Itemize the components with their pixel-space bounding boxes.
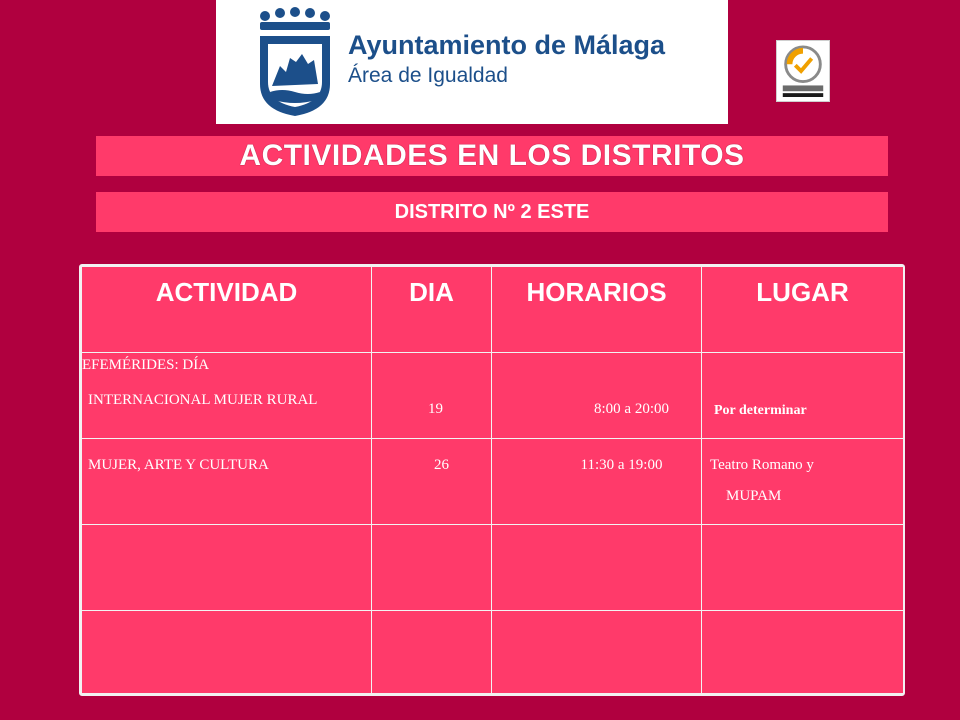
lugar-line: Teatro Romano y — [710, 457, 814, 473]
actividad-line: EFEMÉRIDES: DÍA — [82, 357, 210, 373]
org-name: Ayuntamiento de Málaga — [348, 30, 666, 60]
cell-horario: 8:00 a 20:00 — [492, 353, 702, 439]
sgs-certification-badge-icon — [776, 40, 830, 102]
district-bar — [96, 192, 888, 232]
cell-dia: 26 — [372, 439, 492, 525]
activities-table — [79, 264, 905, 696]
table-row-empty — [82, 611, 904, 694]
column-header-horarios: HORARIOS — [492, 267, 702, 353]
cell-dia: 19 — [372, 353, 492, 439]
district-title: DISTRITO Nº 2 ESTE — [394, 200, 590, 223]
logo-panel — [216, 0, 728, 124]
department-name: Área de Igualdad — [348, 64, 508, 87]
table-header-row — [82, 267, 904, 353]
cell-empty — [702, 525, 904, 611]
cell-empty — [372, 611, 492, 694]
actividad-line: INTERNACIONAL MUJER RURAL — [88, 392, 318, 408]
table-row — [82, 439, 904, 525]
cell-empty — [492, 611, 702, 694]
title-bar — [96, 136, 888, 176]
cell-lugar: Por determinar — [702, 353, 904, 439]
cell-horario: 11:30 a 19:00 — [492, 439, 702, 525]
cell-actividad: MUJER, ARTE Y CULTURA — [82, 439, 372, 525]
page-title: ACTIVIDADES EN LOS DISTRITOS — [239, 139, 745, 172]
table-row — [82, 353, 904, 439]
malaga-crest-icon — [256, 6, 334, 118]
lugar-line: MUPAM — [726, 488, 782, 504]
column-header-dia: DIA — [372, 267, 492, 353]
cell-empty — [702, 611, 904, 694]
column-header-lugar: LUGAR — [702, 267, 904, 353]
cell-empty — [82, 611, 372, 694]
cell-empty — [372, 525, 492, 611]
cell-lugar — [702, 439, 904, 525]
table-row-empty — [82, 525, 904, 611]
cell-empty — [492, 525, 702, 611]
column-header-actividad: ACTIVIDAD — [82, 267, 372, 353]
cell-empty — [82, 525, 372, 611]
cell-actividad — [82, 353, 372, 439]
